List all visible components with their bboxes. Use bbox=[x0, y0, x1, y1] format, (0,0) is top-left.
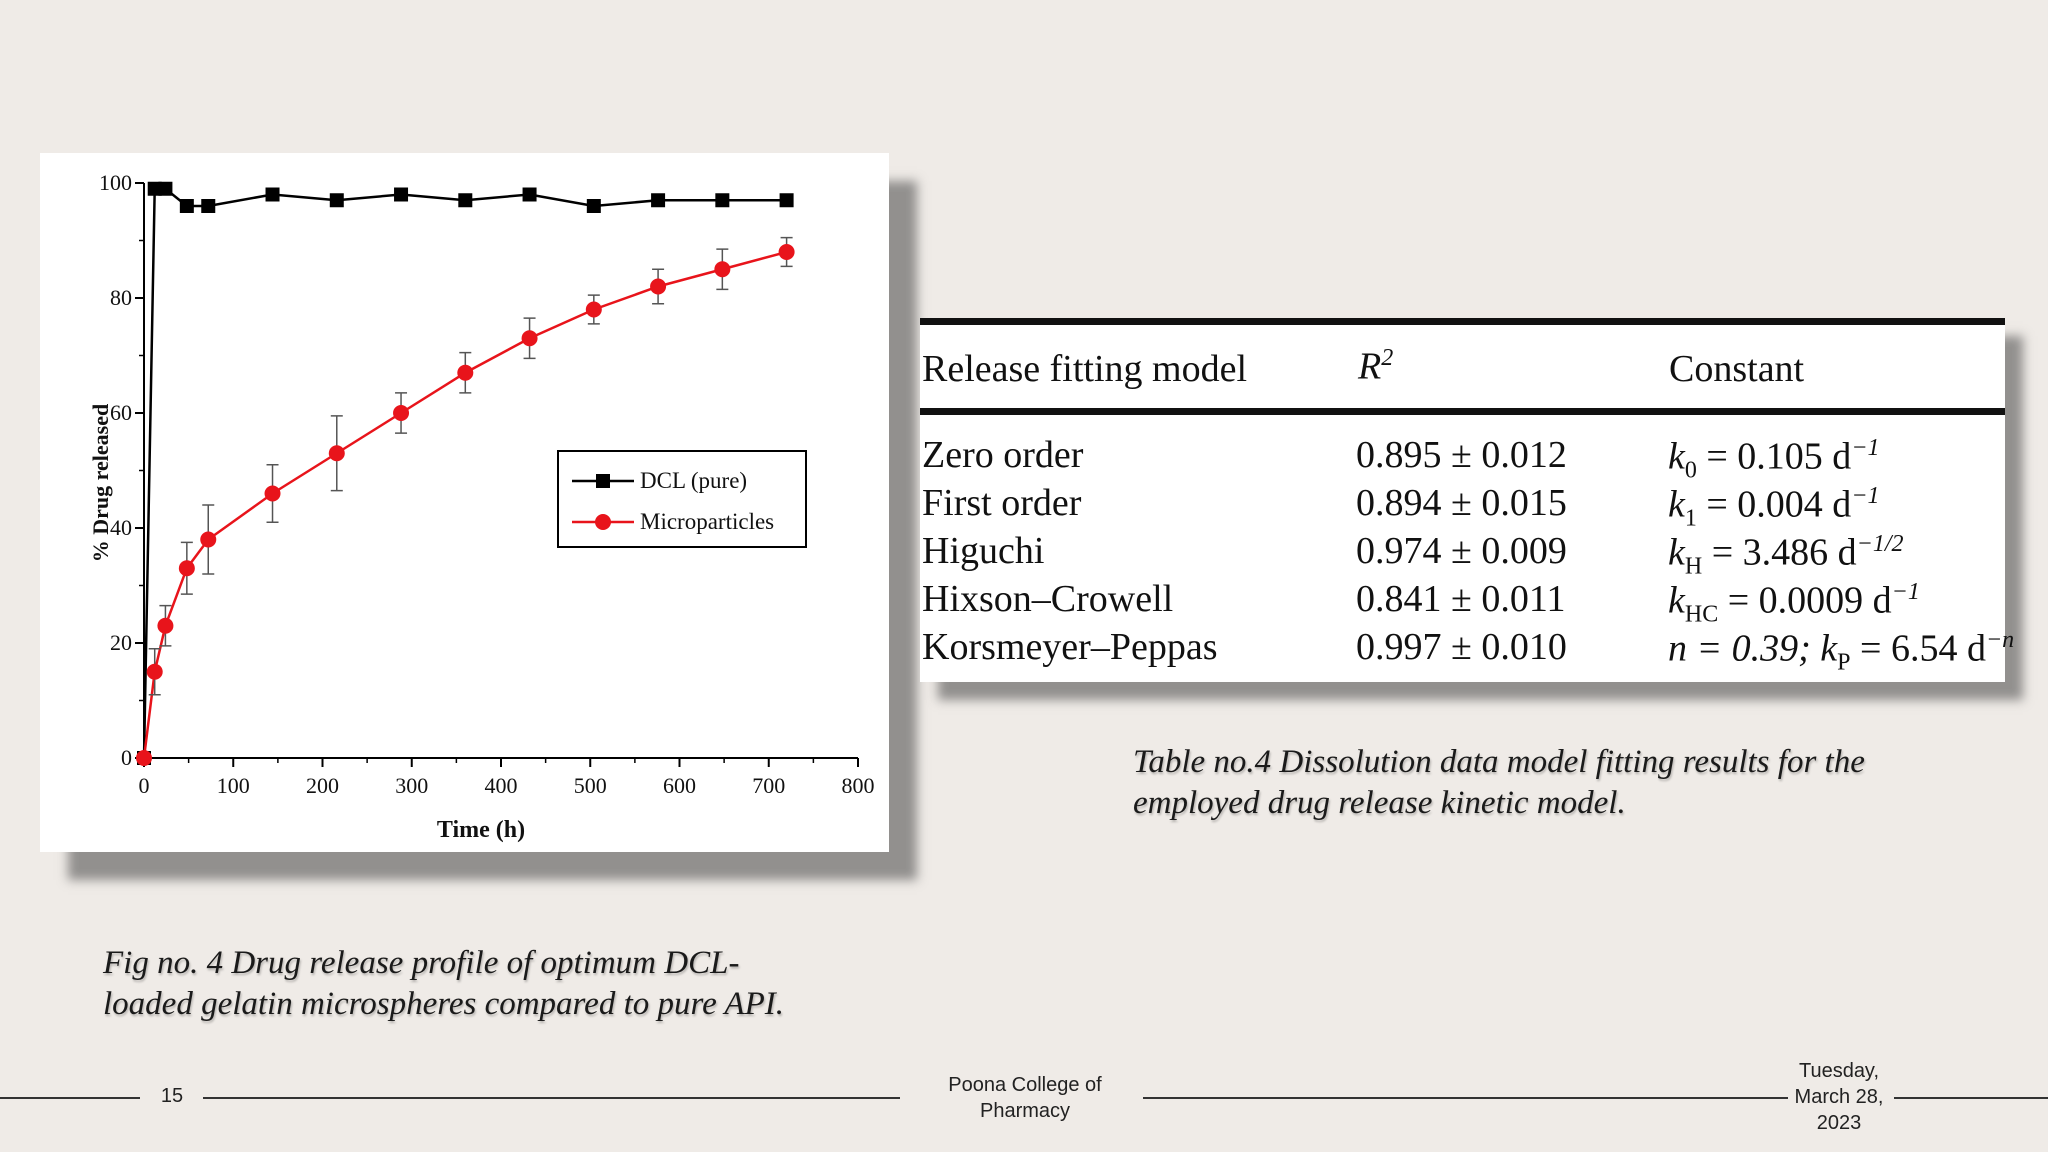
table-caption-line2: employed drug release kinetic model. bbox=[1133, 785, 1626, 821]
page-number: 15 bbox=[160, 1085, 184, 1107]
x-tick-label: 800 bbox=[841, 773, 875, 798]
institution-line2: Pharmacy bbox=[979, 1100, 1071, 1122]
table-cell-constant bbox=[1668, 436, 1880, 482]
chart-svg bbox=[40, 153, 889, 852]
table-top-rule bbox=[920, 318, 2005, 325]
constant-symbol: k bbox=[1668, 483, 1685, 526]
data-point-dcl bbox=[330, 193, 344, 207]
data-point-dcl bbox=[780, 193, 794, 207]
table-header-rule bbox=[920, 408, 2005, 415]
institution-name bbox=[915, 1072, 1135, 1124]
constant-subscript: 1 bbox=[1684, 505, 1697, 532]
data-point-microparticles bbox=[457, 365, 473, 381]
footer-rule-right bbox=[1894, 1097, 2048, 1099]
footer-rule-mid-left bbox=[203, 1097, 900, 1099]
data-point-microparticles bbox=[157, 618, 173, 634]
data-point-microparticles bbox=[329, 445, 345, 461]
data-point-microparticles bbox=[200, 532, 216, 548]
figure-caption-line2: loaded gelatin microspheres compared to pure API. bbox=[103, 986, 784, 1022]
constant-symbol: n = 0.39; k bbox=[1668, 627, 1838, 670]
y-tick-label: 40 bbox=[110, 515, 132, 540]
data-point-dcl bbox=[523, 188, 537, 202]
legend-label: Microparticles bbox=[640, 509, 775, 534]
model-fitting-table bbox=[920, 318, 2015, 682]
header-model: Release fitting model bbox=[922, 348, 1248, 390]
constant-exponent: −1/2 bbox=[1856, 531, 1904, 557]
legend-label: DCL (pure) bbox=[640, 468, 748, 493]
header-constant: Constant bbox=[1669, 348, 1805, 390]
data-point-microparticles bbox=[393, 405, 409, 421]
data-point-dcl bbox=[266, 188, 280, 202]
table-cell-model: First order bbox=[922, 482, 1082, 524]
data-point-microparticles bbox=[147, 664, 163, 680]
y-axis-label: % Drug released bbox=[88, 403, 113, 563]
constant-exponent: −1 bbox=[1851, 435, 1880, 461]
table-cell-model: Zero order bbox=[922, 434, 1084, 476]
x-tick-label: 200 bbox=[306, 773, 339, 798]
constant-exponent: −n bbox=[1985, 627, 2015, 653]
y-tick-label: 100 bbox=[99, 170, 132, 195]
data-point-microparticles bbox=[586, 302, 602, 318]
table-cell-constant bbox=[1668, 532, 1904, 578]
data-point-microparticles bbox=[136, 750, 152, 766]
data-point-dcl bbox=[180, 199, 194, 213]
table-cell-r2: 0.894 ± 0.015 bbox=[1356, 482, 1567, 524]
x-tick-label: 500 bbox=[573, 773, 607, 798]
constant-exponent: −1 bbox=[1851, 483, 1880, 509]
header-r2-base: R bbox=[1358, 345, 1382, 388]
figure-caption-line1: Fig no. 4 Drug release profile of optimum DCL- bbox=[103, 945, 740, 981]
data-point-dcl bbox=[651, 193, 665, 207]
data-point-microparticles bbox=[522, 330, 538, 346]
y-tick-label: 0 bbox=[121, 745, 132, 770]
data-point-dcl bbox=[715, 193, 729, 207]
legend-marker-circle bbox=[595, 514, 611, 530]
data-point-microparticles bbox=[779, 244, 795, 260]
y-tick-label: 20 bbox=[110, 630, 132, 655]
data-point-microparticles bbox=[179, 560, 195, 576]
x-tick-label: 700 bbox=[752, 773, 786, 798]
x-axis-label: Time (h) bbox=[436, 817, 526, 843]
x-tick-label: 400 bbox=[484, 773, 518, 798]
table-caption-line1: Table no.4 Dissolution data model fitting results for the bbox=[1133, 744, 1865, 780]
table-cell-r2: 0.997 ± 0.010 bbox=[1356, 626, 1567, 668]
table-cell-model: Higuchi bbox=[922, 530, 1045, 572]
table-cell-constant bbox=[1668, 484, 1880, 530]
constant-symbol: k bbox=[1668, 579, 1685, 622]
constant-subscript: H bbox=[1684, 553, 1703, 580]
constant-subscript: P bbox=[1837, 649, 1851, 676]
data-point-microparticles bbox=[265, 486, 281, 502]
y-tick-label: 60 bbox=[110, 400, 132, 425]
data-point-dcl bbox=[158, 182, 172, 196]
release-profile-chart bbox=[40, 153, 889, 852]
date-line3: 2023 bbox=[1816, 1112, 1862, 1134]
x-tick-label: 100 bbox=[216, 773, 250, 798]
table-cell-r2: 0.974 ± 0.009 bbox=[1356, 530, 1567, 572]
data-point-dcl bbox=[201, 199, 215, 213]
y-tick-label: 80 bbox=[110, 285, 132, 310]
constant-value: = 0.0009 d bbox=[1718, 579, 1892, 622]
data-point-dcl bbox=[587, 199, 601, 213]
data-point-microparticles bbox=[714, 261, 730, 277]
x-tick-label: 0 bbox=[138, 773, 150, 798]
constant-value: = 6.54 d bbox=[1850, 627, 1986, 670]
table-caption bbox=[1133, 742, 1865, 824]
constant-exponent: −1 bbox=[1891, 579, 1920, 605]
data-point-microparticles bbox=[650, 279, 666, 295]
table-cell-r2: 0.895 ± 0.012 bbox=[1356, 434, 1567, 476]
data-point-dcl bbox=[394, 188, 408, 202]
date-line2: March 28, bbox=[1794, 1086, 1884, 1108]
table-cell-constant bbox=[1668, 628, 2014, 674]
header-r2-sup: 2 bbox=[1381, 345, 1394, 371]
constant-value: = 0.004 d bbox=[1696, 483, 1852, 526]
constant-subscript: 0 bbox=[1684, 457, 1697, 484]
constant-symbol: k bbox=[1668, 531, 1685, 574]
table-cell-model: Korsmeyer–Peppas bbox=[922, 626, 1218, 668]
presentation-date bbox=[1780, 1058, 1898, 1136]
table-cell-model: Hixson–Crowell bbox=[922, 578, 1174, 620]
legend-marker-square bbox=[596, 474, 610, 488]
footer-rule-mid-right bbox=[1143, 1097, 1788, 1099]
table-cell-r2: 0.841 ± 0.011 bbox=[1356, 578, 1566, 620]
x-tick-label: 300 bbox=[395, 773, 429, 798]
constant-value: = 3.486 d bbox=[1702, 531, 1857, 574]
header-r2 bbox=[1358, 346, 1393, 386]
figure-caption bbox=[103, 943, 784, 1025]
date-line1: Tuesday, bbox=[1798, 1060, 1880, 1082]
x-tick-label: 600 bbox=[663, 773, 696, 798]
institution-line1: Poona College of bbox=[948, 1074, 1102, 1096]
data-point-dcl bbox=[458, 193, 472, 207]
constant-subscript: HC bbox=[1684, 601, 1719, 628]
footer-rule-left bbox=[0, 1097, 140, 1099]
constant-value: = 0.105 d bbox=[1696, 435, 1852, 478]
constant-symbol: k bbox=[1668, 435, 1685, 478]
table-cell-constant bbox=[1668, 580, 1920, 626]
